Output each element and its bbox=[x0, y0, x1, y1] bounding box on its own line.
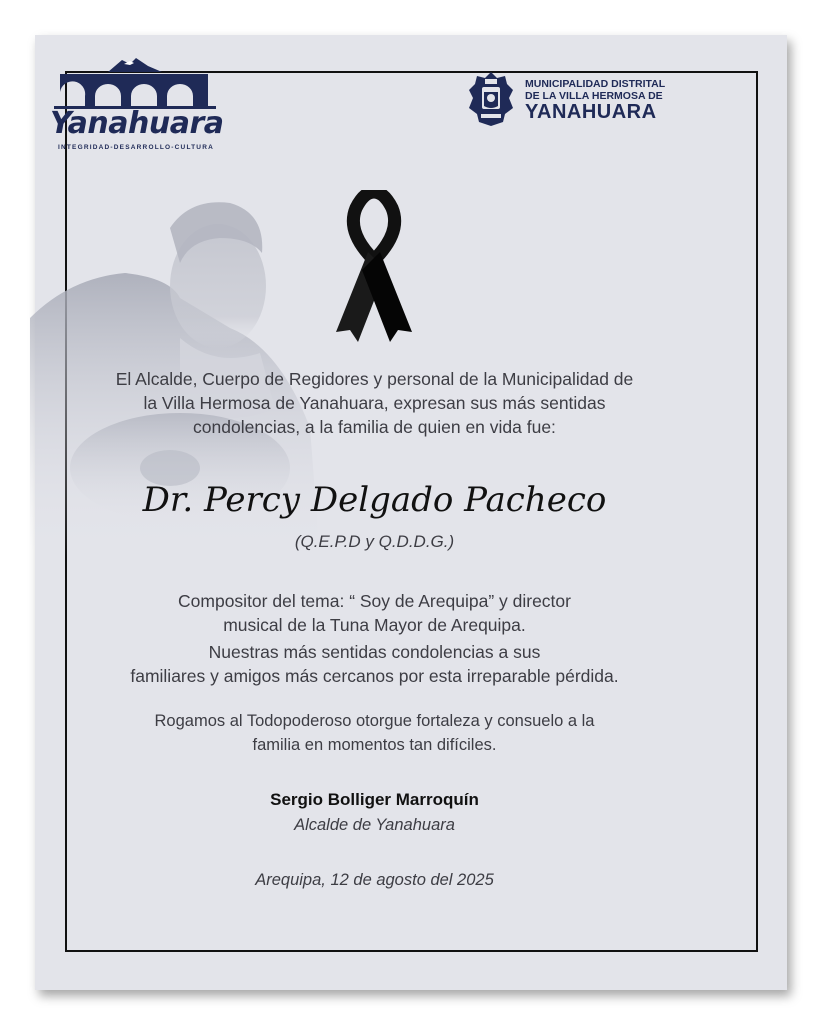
intro-line: condolencias, a la familia de quien en vida fue: bbox=[193, 417, 556, 437]
signer-name: Sergio Bolliger Marroquín bbox=[270, 790, 479, 809]
municipality-name-line2: DE LA VILLA HERMOSA DE bbox=[525, 90, 663, 102]
municipality-name-line3: YANAHUARA bbox=[525, 101, 657, 123]
condolence-line: Nuestras más sentidas condolencias a sus bbox=[208, 642, 541, 662]
intro-line: El Alcalde, Cuerpo de Regidores y personal de la Municipalidad de bbox=[115, 369, 634, 389]
prayer-line: familia en momentos tan difíciles. bbox=[252, 736, 497, 754]
place-and-date: Arequipa, 12 de agosto del 2025 bbox=[255, 871, 494, 889]
municipality-name-line1: MUNICIPALIDAD DISTRITAL bbox=[525, 78, 666, 90]
prayer-line: Rogamos al Todopoderoso otorgue fortaleza y consuelo a la bbox=[154, 712, 595, 730]
composer-paragraph bbox=[30, 589, 719, 637]
qepd-note: (Q.E.P.D y Q.D.D.G.) bbox=[294, 532, 455, 551]
municipal-coat-of-arms-icon bbox=[467, 70, 515, 128]
municipality-logo bbox=[465, 70, 705, 130]
black-mourning-ribbon-icon bbox=[328, 190, 420, 345]
signer-role: Alcalde de Yanahuara bbox=[294, 816, 455, 834]
prayer-paragraph bbox=[30, 709, 719, 757]
deceased-name: Dr. Percy Delgado Pacheco bbox=[142, 480, 607, 520]
intro-line: la Villa Hermosa de Yanahuara, expresan sus más sentidas bbox=[143, 393, 606, 413]
composer-line: musical de la Tuna Mayor de Arequipa. bbox=[223, 615, 526, 635]
composer-line: Compositor del tema: “ Soy de Arequipa” y director bbox=[178, 591, 571, 611]
logo-tagline: INTEGRIDAD-DESARROLLO-CULTURA bbox=[57, 144, 214, 151]
condolence-paragraph bbox=[30, 640, 719, 688]
yanahuara-logo bbox=[50, 54, 222, 154]
yanahuara-arches-logo-icon bbox=[50, 54, 222, 110]
intro-paragraph bbox=[30, 367, 719, 439]
condolence-line: familiares y amigos más cercanos por esta irreparable pérdida. bbox=[130, 666, 619, 686]
logo-wordmark: Yanahuara bbox=[50, 106, 224, 141]
